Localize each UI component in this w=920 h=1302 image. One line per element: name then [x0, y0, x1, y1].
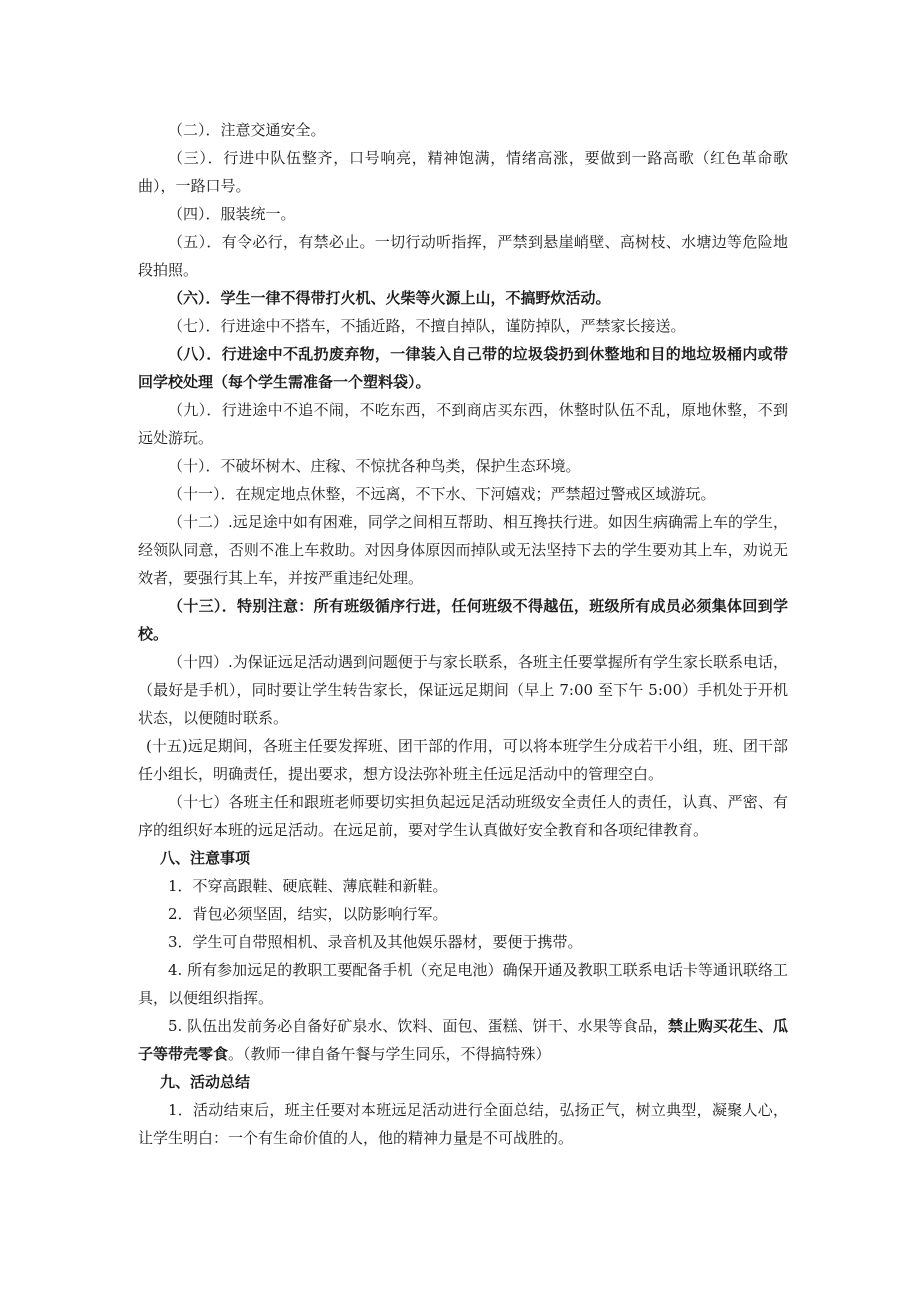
- rule-4: （四）．服装统一。: [168, 205, 296, 223]
- rule-8: （八）．行进途中不乱扔废弃物，一律装入自己带的垃圾袋扔到休整地和目的地垃圾桶内或带回学校处理（每个学生需准备一个塑料袋）。: [138, 345, 788, 391]
- note-item-2: 2．背包必须坚固，结实，以防影响行军。: [168, 905, 448, 923]
- summary-item-1: 1．活动结束后，班主任要对本班远足活动进行全面总结，弘扬正气，树立典型，凝聚人心，让学生明白：一个有生命价值的人，他的精神力量是不可战胜的。: [138, 1101, 788, 1147]
- rule-3: （三）．行进中队伍整齐，口号响亮，精神饱满，情绪高涨，要做到一路高歌（红色革命歌曲），一路口号。: [138, 149, 788, 195]
- rule-6: （六）．学生一律不得带打火机、火柴等火源上山，不搞野炊活动。: [168, 289, 611, 307]
- rule-11: （十一）．在规定地点休整，不远离，不下水、下河嬉戏；严禁超过警戒区域游玩。: [168, 485, 716, 503]
- section-9-heading: 九、活动总结: [160, 1073, 251, 1091]
- note-item-3: 3．学生可自带照相机、录音机及其他娱乐器材，要便于携带。: [168, 933, 583, 951]
- note-item-5-tail: 。（教师一律自备午餐与学生同乐，不得搞特殊）: [228, 1045, 551, 1063]
- rule-15: (十五)远足期间，各班主任要发挥班、团干部的作用，可以将本班学生分成若干小组，班、团干部任小组长，明确责任，提出要求，想方设法弥补班主任远足活动中的管理空白。: [138, 737, 788, 783]
- section-8-heading: 八、注意事项: [160, 849, 251, 867]
- rule-14: （十四）.为保证远足活动遇到问题便于与家长联系，各班主任要掌握所有学生家长联系电话，（最好是手机），同时要让学生转告家长，保证远足期间（早上 7:00 至下午 5:00）手机处于开机状态，以便随时联系。: [138, 653, 788, 727]
- note-item-5-bold: 禁止购买花生、瓜子等带壳零食: [138, 1017, 788, 1063]
- rule-13: （十三）．特别注意：所有班级循序行进，任何班级不得越伍，班级所有成员必须集体回到学校。: [138, 597, 788, 643]
- rule-2: （二）．注意交通安全。: [168, 121, 326, 139]
- rule-12: （十二）.远足途中如有困难，同学之间相互帮助、相互搀扶行进。如因生病确需上车的学生，经领队同意，否则不准上车救助。对因身体原因而掉队或无法坚持下去的学生要劝其上车，劝说无效者，要强行其上车，并按严重违纪处理。: [138, 513, 788, 587]
- note-item-5: [138, 1012, 788, 1068]
- rule-7: （七）．行进途中不搭车，不插近路，不擅自掉队，谨防掉队，严禁家长接送。: [168, 317, 686, 335]
- note-item-1: 1．不穿高跟鞋、硬底鞋、薄底鞋和新鞋。: [168, 877, 448, 895]
- note-item-4: 4. 所有参加远足的教职工要配备手机（充足电池）确保开通及教职工联系电话卡等通讯联络工具，以便组织指挥。: [138, 961, 788, 1007]
- rule-9: （九）．行进途中不追不闹，不吃东西，不到商店买东西，休整时队伍不乱，原地休整，不到远处游玩。: [138, 401, 788, 447]
- rule-5: （五）．有令必行，有禁必止。一切行动听指挥，严禁到悬崖峭壁、高树枝、水塘边等危险地段拍照。: [138, 233, 788, 279]
- note-item-5-text: 5. 队伍出发前务必自备好矿泉水、饮料、面包、蛋糕、饼干、水果等食品，: [168, 1017, 668, 1035]
- rule-10: （十）．不破坏树木、庄稼、不惊扰各种鸟类，保护生态环境。: [168, 457, 581, 475]
- rule-17: （十七）各班主任和跟班老师要切实担负起远足活动班级安全责任人的责任，认真、严密、有序的组织好本班的远足活动。在远足前，要对学生认真做好安全教育和各项纪律教育。: [138, 793, 788, 839]
- document-body: [138, 116, 788, 1152]
